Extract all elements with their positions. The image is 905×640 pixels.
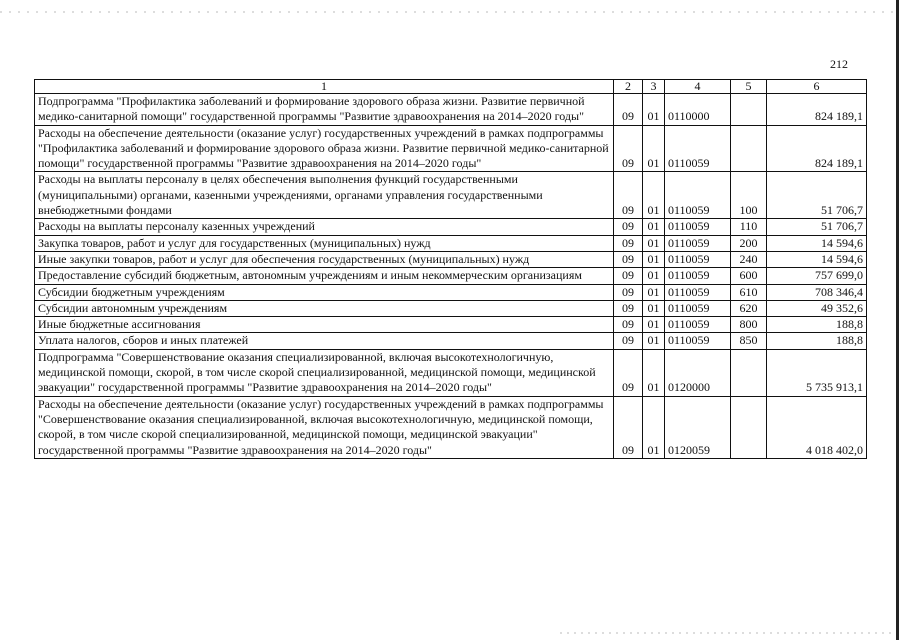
section-code-cell: 09 — [614, 317, 643, 333]
table-row — [35, 235, 867, 251]
target-article-cell: 0110000 — [665, 94, 731, 126]
amount-cell: 188,8 — [767, 317, 867, 333]
target-article-cell: 0110059 — [665, 300, 731, 316]
amount-cell: 4 018 402,0 — [767, 396, 867, 458]
subsection-code-cell: 01 — [643, 284, 665, 300]
row-name-cell: Иные бюджетные ассигнования — [35, 317, 614, 333]
column-header-3: 3 — [643, 80, 665, 94]
section-code-cell: 09 — [614, 125, 643, 172]
row-name-cell: Подпрограмма "Профилактика заболеваний и формирование здорового образа жизни. Развитие первичной медико-санитарной помощи" государственной программы "Развитие здравоохранения на 2014–2020 годы" — [35, 94, 614, 126]
table-row — [35, 94, 867, 126]
row-name-cell: Уплата налогов, сборов и иных платежей — [35, 333, 614, 349]
amount-cell: 49 352,6 — [767, 300, 867, 316]
expense-type-cell: 100 — [731, 172, 767, 219]
expense-type-cell: 110 — [731, 219, 767, 235]
amount-cell: 824 189,1 — [767, 125, 867, 172]
table-body — [35, 94, 867, 459]
subsection-code-cell: 01 — [643, 333, 665, 349]
row-name-cell: Иные закупки товаров, работ и услуг для обеспечения государственных (муниципальных) нужд — [35, 251, 614, 267]
target-article-cell: 0110059 — [665, 317, 731, 333]
expense-type-cell — [731, 396, 767, 458]
subsection-code-cell: 01 — [643, 349, 665, 396]
column-header-1: 1 — [35, 80, 614, 94]
row-name-cell: Расходы на обеспечение деятельности (оказание услуг) государственных учреждений в рамках подпрограммы "Совершенствование оказания специализированной, включая высокотехнологичную, медицинской помощи, скорой, в том числе скорой специализированной, медицинской помощи, медицинской эвакуации" государственной программы "Развитие здравоохранения на 2014–2020 годы" — [35, 396, 614, 458]
target-article-cell: 0110059 — [665, 125, 731, 172]
target-article-cell: 0110059 — [665, 268, 731, 284]
amount-cell: 757 699,0 — [767, 268, 867, 284]
subsection-code-cell: 01 — [643, 317, 665, 333]
amount-cell: 824 189,1 — [767, 94, 867, 126]
table-row — [35, 317, 867, 333]
expense-type-cell: 620 — [731, 300, 767, 316]
table-row — [35, 396, 867, 458]
section-code-cell: 09 — [614, 349, 643, 396]
table-row — [35, 284, 867, 300]
subsection-code-cell: 01 — [643, 219, 665, 235]
subsection-code-cell: 01 — [643, 396, 665, 458]
expense-type-cell: 610 — [731, 284, 767, 300]
target-article-cell: 0120000 — [665, 349, 731, 396]
amount-cell: 51 706,7 — [767, 219, 867, 235]
amount-cell: 51 706,7 — [767, 172, 867, 219]
expense-type-cell: 850 — [731, 333, 767, 349]
target-article-cell: 0110059 — [665, 219, 731, 235]
column-header-4: 4 — [665, 80, 731, 94]
budget-table — [34, 79, 867, 459]
expense-type-cell — [731, 349, 767, 396]
expense-type-cell — [731, 125, 767, 172]
table-row — [35, 251, 867, 267]
row-name-cell: Расходы на обеспечение деятельности (оказание услуг) государственных учреждений в рамках подпрограммы "Профилактика заболеваний и формирование здорового образа жизни. Развитие первичной медико-санитарной помощи" государственной программы "Развитие здравоохранения на 2014–2020 годы" — [35, 125, 614, 172]
expense-type-cell: 200 — [731, 235, 767, 251]
section-code-cell: 09 — [614, 219, 643, 235]
column-header-2: 2 — [614, 80, 643, 94]
amount-cell: 708 346,4 — [767, 284, 867, 300]
subsection-code-cell: 01 — [643, 268, 665, 284]
target-article-cell: 0110059 — [665, 333, 731, 349]
subsection-code-cell: 01 — [643, 94, 665, 126]
subsection-code-cell: 01 — [643, 125, 665, 172]
scan-artifact-bottom — [560, 632, 895, 634]
expense-type-cell: 800 — [731, 317, 767, 333]
table-row — [35, 172, 867, 219]
table-row — [35, 268, 867, 284]
section-code-cell: 09 — [614, 396, 643, 458]
row-name-cell: Расходы на выплаты персоналу казенных учреждений — [35, 219, 614, 235]
section-code-cell: 09 — [614, 333, 643, 349]
subsection-code-cell: 01 — [643, 172, 665, 219]
table-row — [35, 300, 867, 316]
amount-cell: 14 594,6 — [767, 251, 867, 267]
section-code-cell: 09 — [614, 300, 643, 316]
row-name-cell: Субсидии автономным учреждениям — [35, 300, 614, 316]
table-row — [35, 333, 867, 349]
target-article-cell: 0110059 — [665, 251, 731, 267]
expense-type-cell: 240 — [731, 251, 767, 267]
subsection-code-cell: 01 — [643, 251, 665, 267]
section-code-cell: 09 — [614, 235, 643, 251]
row-name-cell: Расходы на выплаты персоналу в целях обеспечения выполнения функций государственными (муниципальными) органами, казенными учреждениями, органами управления государственными внебюджетными фондами — [35, 172, 614, 219]
subsection-code-cell: 01 — [643, 300, 665, 316]
row-name-cell: Предоставление субсидий бюджетным, автономным учреждениям и иным некоммерческим организациям — [35, 268, 614, 284]
column-header-5: 5 — [731, 80, 767, 94]
amount-cell: 5 735 913,1 — [767, 349, 867, 396]
section-code-cell: 09 — [614, 268, 643, 284]
page-number: 212 — [830, 57, 848, 71]
subsection-code-cell: 01 — [643, 235, 665, 251]
row-name-cell: Подпрограмма "Совершенствование оказания специализированной, включая высокотехнологичную, медицинской помощи, скорой, в том числе скорой специализированной, медицинской помощи, медицинской эвакуации" государственной программы "Развитие здравоохранения на 2014–2020 годы" — [35, 349, 614, 396]
table-row — [35, 349, 867, 396]
section-code-cell: 09 — [614, 94, 643, 126]
row-name-cell: Субсидии бюджетным учреждениям — [35, 284, 614, 300]
expense-type-cell: 600 — [731, 268, 767, 284]
target-article-cell: 0110059 — [665, 284, 731, 300]
section-code-cell: 09 — [614, 172, 643, 219]
amount-cell: 14 594,6 — [767, 235, 867, 251]
section-code-cell: 09 — [614, 251, 643, 267]
target-article-cell: 0110059 — [665, 172, 731, 219]
page-edge-shadow — [896, 0, 899, 640]
column-header-6: 6 — [767, 80, 867, 94]
target-article-cell: 0110059 — [665, 235, 731, 251]
section-code-cell: 09 — [614, 284, 643, 300]
table-row — [35, 219, 867, 235]
row-name-cell: Закупка товаров, работ и услуг для государственных (муниципальных) нужд — [35, 235, 614, 251]
amount-cell: 188,8 — [767, 333, 867, 349]
scan-artifact-top — [0, 11, 900, 13]
table-header-row — [35, 80, 867, 94]
target-article-cell: 0120059 — [665, 396, 731, 458]
table-row — [35, 125, 867, 172]
expense-type-cell — [731, 94, 767, 126]
